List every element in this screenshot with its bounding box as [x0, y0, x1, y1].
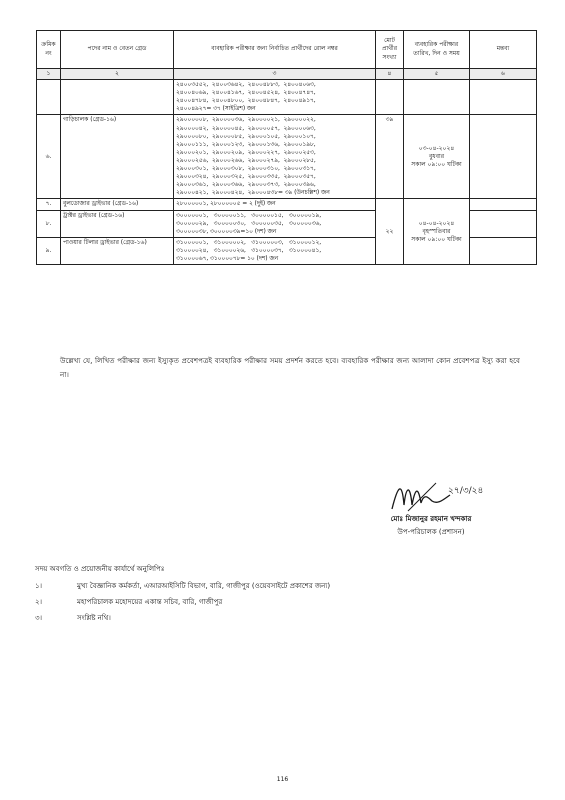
header-total: মোট প্রার্থীর সংখ্যা: [376, 31, 404, 69]
signature-date: ২৭/৩/২৪: [448, 486, 484, 496]
date-cell: [404, 115, 470, 199]
header-serial: ক্রমিক নং: [37, 31, 61, 69]
post-cell: বুলডোজার ড্রাইভার (গ্রেড-১৬): [61, 199, 174, 210]
signatory-title: উপ-পরিচালক (প্রশাসন): [397, 528, 465, 536]
table-row-continued: [37, 80, 537, 115]
header-post: পদের নাম ও বেতন গ্রেড: [61, 31, 174, 69]
page-number: 116: [276, 776, 289, 783]
date-cell: [404, 199, 470, 265]
total-cell: ৩৯: [376, 115, 404, 199]
header-remarks: মন্তব্য: [470, 31, 537, 69]
exam-date: ০৩-০৪-২০২৪: [418, 144, 455, 152]
cc-item-number: ২।: [35, 598, 43, 606]
exam-day: বৃহস্পতিবার: [422, 227, 451, 235]
serial-cell: ৬.: [37, 115, 61, 199]
cc-heading: সদয় অবগতি ও প্রয়োজনীয় কার্যার্থে অনুলিপিঃ: [35, 565, 165, 573]
cc-item-number: ৩।: [35, 614, 43, 622]
cc-item-text: মহাপরিচালক মহোদয়ের একান্ত সচিব, বারি, গাজীপুর: [77, 598, 223, 606]
post-cell: পাওয়ার টিলার ড্রাইভার (গ্রেড-১৬): [61, 237, 174, 264]
cc-list-item: [35, 612, 111, 624]
col-number: ৩: [174, 69, 376, 80]
serial-cell: ৮.: [37, 210, 61, 237]
header-rolls: ব্যবহারিক পরীক্ষার জন্য নির্বাচিত প্রার্থীদের রোল নম্বর: [174, 31, 376, 69]
col-number: ৫: [404, 69, 470, 80]
column-number-row: [37, 69, 537, 80]
col-number: ১: [37, 69, 61, 80]
cc-item-number: ১।: [35, 582, 43, 590]
col-number: ৬: [470, 69, 537, 80]
col-number: ৪: [376, 69, 404, 80]
col-number: ২: [61, 69, 174, 80]
roll-numbers: ৩১০০০০০১, ৩১০০০০০২, ৩১০০০০০৩, ৩১০০০০১২, ৩১০০০০২৪, ৩১০০০০২৬, ৩১০০০০৩৭, ৩১০০০০৪১, ৩১০০০০৬৭, ৩১০০০০৭৮= ১০ (দশ) জন: [174, 237, 376, 264]
handwritten-signature: [388, 475, 498, 515]
roll-numbers: ২৯০০০০০৮, ২৯০০০০৩৬, ২৯০০০০২১, ২৯০০০০২২, ২৯০০০০৪২, ২৯০০০০৪৫, ২৯০০০০৫৭, ২৯০০০০৬৩, ২৯০০০০৮০, ২৯০০০০৮৫, ২৯০০০১০৫, ২৯০০০১০৭, ২৯০০০১১১, ২৯০০০১২৩, ২৯০০০১৩৬, ২৯০০০১৯৮, ২৯০০০২০১, ২৯০০০২০৯, ২৯০০০২২৭, ২৯০০০২৫৩, ২৯০০০২৫৬, ২৯০০০২৬৬, ২৯০০০২৭৯, ২৯০০০২৮৫, ২৯০০০৩০১, ২৯০০০৩০৮, ২৯০০০৩১০, ২৯০০০৩১৭, ২৯০০০৩২৪, ২৯০০০৩২৫, ২৯০০০৩৩৫, ২৯০০০৩৫৭, ২৯০০০৩৬১, ২৯০০০৩৬৬, ২৯০০০৩৭৩, ২৯০০০৩৯৬, ২৯০০০৪২১, ২৯০০০৪২৪, ২৯০০০৪৩৮= ৩৯ (উনচল্লিশ) জন: [174, 115, 376, 199]
serial-cell: ৯.: [37, 237, 61, 264]
post-cell: গাড়িচালক (গ্রেড-১৬): [61, 115, 174, 199]
cc-list-item: [35, 596, 222, 608]
exam-time: সকাল ০৯:০০ ঘটিকা: [411, 235, 462, 243]
cc-item-text: সংশ্লিষ্ট নথি।: [77, 614, 111, 622]
post-cell: ট্রাক্টর ড্রাইভার (গ্রেড-১৬): [61, 210, 174, 237]
cc-item-text: মুখ্য বৈজ্ঞানিক কর্মকর্তা, এআরআইসিটি বিভাগ, বারি, গাজীপুর (ওয়েবসাইটে প্রকাশের জন্য): [77, 582, 331, 590]
header-row: [37, 31, 537, 69]
table-row: [37, 199, 537, 210]
exam-schedule-table: [36, 30, 537, 265]
roll-numbers: ২৪০০৩৫৫২, ২৪০০৩৬৪২, ২৪০০৪৮৮৩, ২৪০০৪০৬৩, ২৪০০৪০৬৯, ২৪০০৪১৬৭, ২৪০০৪৫২৪, ২৪০০৪৭৪৭, ২৪০০৪৭৮৪, ২৪০০৪৮০০, ২৪০০৪৮৪৭, ২৪০০৪৯১৭, ২৪০০৪৯২৭= ৩৭ (সাইত্রিশ) জন: [174, 80, 376, 115]
note-paragraph: উল্লেখ্য যে, লিখিত পরীক্ষার জন্য ইস্যুকৃত প্রবেশপত্রই ব্যবহারিক পরীক্ষার সময় প্রদর্শন করতে হবে। ব্যবহারিক পরীক্ষার জন্য আলাদা কোন প্রবেশপত্র ইস্যু করা হবে না।: [60, 356, 520, 379]
exam-day: বুধবার: [428, 152, 445, 160]
total-cell: ২২: [376, 199, 404, 265]
table-row: [37, 115, 537, 199]
header-date: ব্যবহারিক পরীক্ষার তারিখ, দিন ও সময়: [404, 31, 470, 69]
serial-cell: ৭.: [37, 199, 61, 210]
signatory-name: মোঃ মিজানুর রহমান খন্দকার: [390, 515, 472, 523]
exam-time: সকাল ০৯:০০ ঘটিকা: [411, 160, 462, 168]
roll-numbers: ৩০০০০০০১, ৩০০০০০১১, ৩০০০০০১৫, ৩০০০০০১৯, ৩০০০০০২৯, ৩০০০০০৩০, ৩০০০০০৩৫, ৩০০০০০৩৬, ৩০০০০০৩৮, ৩০০০০০৩৯=১০ (দশ) জন: [174, 210, 376, 237]
roll-numbers: ২৮০০০০০১, ২৮০০০০০৫ = ২ (দুই) জন: [174, 199, 376, 210]
exam-date: ০৪-০৪-২০২৪: [418, 219, 455, 227]
cc-list-item: [35, 580, 330, 592]
